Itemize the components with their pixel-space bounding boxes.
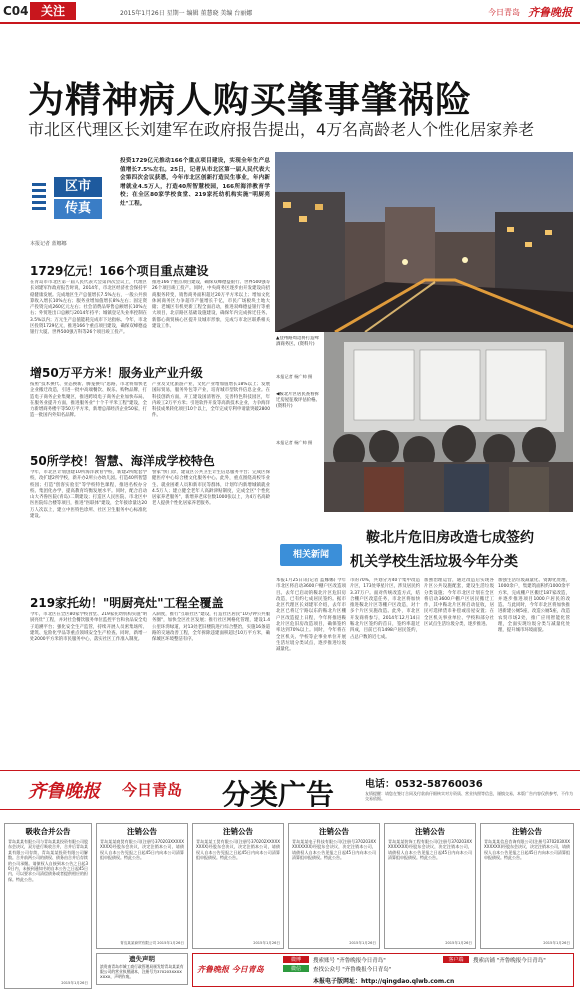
ad-body: 青岛某某装饰工程有限公司(注册号370203XXXXXXXXX)经股东会决议，决定注销本公司，请债权人自本公告见报之日起45日内向本公司清算组申报债权。特此公告。	[388, 839, 472, 861]
related-news-tag-text: 相关新闻	[292, 550, 329, 560]
related-col-3: 加強治理运营，通过改造后实现各片区公共设施配套，建设生活垃圾分类设施；今年市北区计划在全区将启动3600户棚户区居民搬迁工作，其中鞍北片区将启动征收，居民可选择货币补偿或房屋安置；在全区机关事业单位、学校和部分社区试点生活垃圾分类，逐步推进。	[424, 578, 494, 628]
ad-footer: 2015年1月26日	[61, 981, 88, 985]
promo-line-3: 搜索店铺 "齐鲁晚报今日青岛"	[473, 958, 546, 964]
classified-banner	[0, 770, 580, 810]
related-col-2: 市的70%，共划分为40个集中改造片区，173处零星片区，涉及居民约3.37万户。面对传统改造方式，结合棚户区改造任务，市北区将加快推进鞍北片区等棚户区改造，对十多个片区实施改造。此外，市北区开发商将参与，2014年12月14日鞍北片区签约的首日，签约率超过四成，目前已有1498户居民签约，占总户数的近七成。	[350, 578, 420, 640]
lost-notice-body: 滨贵南青岛市城工商行政管理局颁发给青岛某某有限公司的营业执照副本，注册号为370203XXXXXXXX，声明作废。	[100, 964, 184, 979]
section-title-3: 50所学校！智慧、海洋成学校特色	[30, 454, 215, 468]
ad-merger	[4, 823, 92, 989]
ad-footer: 青岛某某商贸有限公司 2015年1月26日	[120, 941, 184, 945]
ad-cancel-4	[384, 823, 476, 949]
ad-title: 注销公告	[319, 827, 349, 836]
ad-footer: 2015年1月26日	[543, 941, 570, 945]
lost-notice-title: 遗失声明	[129, 955, 155, 963]
caption-top: ▲登州路周边将打造啤酒商务区。(资料片)	[276, 336, 319, 347]
lead-paragraph: 投资1729亿元推动166个重点项目建设，实现全年生产总值增长7.5%左右。25日，记者从市北区第一届人民代表大会第四次会议获悉，今年市北区创新打造民生事业，年内新增就业4.5万人，打造40所智慧校园，166所海洋教育学校；在全区80家学校食堂、219家托幼机构实施"明厨亮灶"工程。	[120, 158, 270, 207]
ad-title: 注销公告	[127, 827, 157, 836]
ad-body: 青岛某某电子科技有限公司(注册号370203XXXXXXXXX)经股东会决议，决定注销本公司，请债权人自本公告见报之日起45日内向本公司清算组申报债权。特此公告。	[292, 839, 376, 861]
promo-line-2: 查找公众号 "齐鲁晚报今日青岛"	[313, 967, 392, 973]
subheadline: 市北区代理区长刘建军在政府报告提出，4万名高龄老人个性化居家养老	[28, 120, 535, 139]
promo-line-1: 搜索账号 "齐鲁晚报今日青岛"	[313, 958, 386, 964]
badge-line1: 区市	[54, 177, 102, 197]
promo-tag-2: 微信	[283, 965, 309, 972]
paper-brand-logo: 齐鲁晚报	[528, 6, 572, 19]
street-night-image	[275, 152, 573, 332]
section-label: 关注	[30, 2, 76, 20]
residents-notice-image	[324, 332, 573, 512]
related-title-1: 鞍北片危旧房改造七成签约	[366, 530, 534, 546]
ad-title: 注销公告	[223, 827, 253, 836]
promo-web: 本报电子版网址：http://qingdao.qlwb.com.cn	[313, 978, 455, 985]
ad-title: 注销公告	[415, 827, 445, 836]
classified-brand-logo: 齐鲁晚报	[28, 781, 100, 802]
classified-brand-local: 今日青岛	[122, 781, 183, 799]
photo-street-night	[275, 152, 573, 332]
promo-box	[192, 953, 574, 987]
section-4-col-1: 今年，市北区在全区80家学校食堂、219家托幼机构实施"明厨亮灶"工程，并对社会餐饮服务单位监控平台和食品安全电子追溯平台；强化安全生产监管，持续开展人员密集场所、建筑、危险化学品等重点领域安全生产检查。同时，新增一处2000平方米的市民服务中心，落实社区工作准入制度。	[30, 612, 147, 643]
badge-line2: 传真	[54, 199, 102, 219]
ad-cancel-5	[480, 823, 574, 949]
region-badge	[32, 177, 114, 223]
related-col-1: 本报1月25日讯(记者 蓝娜娜) 今年市北区将启动3600户棚户区改造项目。去年已启动的鞍北片区危旧房改造，已有约七成居民签约。据市北区代理区长刘建军介绍，去年市北区已将辽宁路以东的鞍北片区棚户区改造提上日程，今年将推进鞍北片区危旧房改造项目，确保签约率达到70%以上。同时，今年将在全区机关、学校等企事业单位开展生活垃圾分类试点，逐步推进垃圾减量化。	[276, 578, 346, 653]
ad-title: 注销公告	[512, 827, 542, 836]
related-news-tag	[280, 544, 342, 566]
promo-brand: 齐鲁晚报 今日青岛	[197, 965, 264, 974]
section-title-4: 219家托幼！"明厨亮灶"工程全覆盖	[30, 596, 224, 610]
promo-tag-1: 微博	[283, 956, 309, 963]
promo-tag-3: 客户端	[443, 956, 469, 963]
classified-notice: 友情提醒：请您在签订合同及付款前仔细核实对方资质、营业执照等信息，谨慎交易，本版广告内容仅供参考，不作为交易依据。	[365, 791, 573, 802]
caption-top-credit: 本报记者 杨广帅 摄	[276, 374, 313, 379]
ad-footer: 2015年1月26日	[349, 941, 376, 945]
related-title-2: 机关学校生活垃圾今年分类	[350, 554, 518, 570]
section-3-col-1: 今年，市北区计划创建10所海洋教育学校，新建2所配套学校，改扩建2所学校，新开办2所公办幼儿园。打造40所智慧校园；打造"创客实验室"等学校特色课程，推进名校办分校、集团化办学，提高教育均衡发展水平。同时，配合启动山大齐鲁医院(青岛)二期建设；打造区人民医院、市北区中医医院综合楼等项目，推进"医联体"建设，全年接诊量达20万人次以上，建立中医特色诊所、社区卫生服务中心标准化建设。	[30, 470, 147, 520]
ad-cancel-2	[192, 823, 284, 949]
page-number: C04	[3, 4, 29, 18]
section-title-2: 增50万平方米！服务业产业升级	[30, 366, 203, 380]
byline: 本报记者 蓝娜娜	[30, 241, 67, 247]
paper-local: 今日青岛	[488, 8, 520, 17]
page-header	[0, 0, 580, 24]
ad-body: 青岛某某商贸有限公司(注册号370203XXXXXXXXX)经股东会决议，决定注销本公司，请债权人自本公告见报之日起45日内向本公司清算组申报债权。特此公告。	[100, 839, 184, 861]
section-2-col-2: 产业及文化旅游产业，文化产业增加值增长18%以上；发展国际贸易，服务外包等产业，培育城市型软件信息企业。在科技创新方面，开工建设国清智谷，完善特色科技园区，年内竣工2万平方米；引进软件开发等高新技术企业，力争海洋科技成果转化项目10个以上，全年完成专利申请量突破2800件。	[152, 382, 270, 419]
ad-body: 青岛某某有限公司与青岛某某投资有限公司股东会决议，双方进行吸收合并，合并后青岛某某有限公司存续，青岛某某投资有限公司解散。合并前两公司的债权、债务由合并后存续的公司承继。请债权人自接到本公告之日起30日内，未接到通知书的自本公告之日起45日内，可以要求公司清偿债务或者提供相应的担保。特此公告。	[8, 839, 88, 882]
ad-title: 吸收合并公告	[25, 827, 71, 836]
classified-phone: 电话：0532-58760036	[365, 779, 483, 790]
classified-title: 分类广告	[222, 778, 335, 811]
date-line: 2015年1月26日 星期一 编辑 董慧晓 美编 台丽娜	[120, 10, 253, 17]
ad-cancel-1	[96, 823, 188, 949]
photo-residents	[324, 332, 573, 512]
ad-footer: 2015年1月26日	[253, 941, 280, 945]
section-2-col-1: 按照"技术换代、业态换新、腾笼换鸟"思路，市北将加快老企业搬迁改造，引进一批中高端餐饮、娱乐、购物品牌，打造电子商务企业集聚区，推进跨境电子商务企业加快布局。在服务业提升方面，推进服务业"十个千平米工程"建设，全力新增商务楼宇等50万平方米，新增总部经济企业50家，打造一批国内外知名品牌。	[30, 382, 147, 419]
section-1-col-1: 在青岛市市北区第一届人民代表大会第四次会议上，代理区长刘建军作政府报告时说，2014年，市北区经济社会保持平稳健康发展。完成地区生产总值增长7.5%左右，一般公共预算收入增长10%左右；服务业增加值增长8%左右；固定资产投资完成260亿元左右；社会消费品零售总额增长10%左右；外贸进出口总额与2014年持平；城镇登记失业率控制在3.5%以内；万元生产总值能耗完成市下达指标。今年，市北区投资1729亿元，推进166个重点项目建设，确保双峰德益银行大厦、世界500强万科等26个项目竣工投产。	[30, 280, 147, 336]
ad-body: 青岛某某信息咨询有限公司(注册号370203XXXXXXXXX)经股东会决议，决定注销本公司，请债权人自本公告见报之日起45日内向本公司清算组申报债权。特此公告。	[484, 839, 571, 861]
ad-cancel-3	[288, 823, 380, 949]
caption-bottom-credit: 本报记者 杨广帅 摄	[276, 440, 313, 445]
lost-notice	[96, 953, 188, 985]
caption-bottom: ◀鞍北片区居民查看拆迁房屋征收评估价格。(资料片)	[276, 392, 320, 409]
badge-bars-icon	[32, 183, 46, 217]
headline: 为精神病人购买肇事肇祸险	[28, 80, 473, 121]
section-title-1: 1729亿元！166个项目重点建设	[30, 264, 209, 278]
related-col-4: 加强生活垃圾减量化、资源化处理，1000余户，集建筑面积约1000余平方米，完成棚户区搬迁187家改造，并逐步推进项目1000户居民的改造。与此同时，今年市北区将加快推进新建公厕5座，改造公厕5座，改造农贸市场2处，推广应用智能化管理，全面实现垃圾分类与减量化处理，提升城市环境面貌。	[498, 578, 570, 634]
ad-footer: 2015年1月26日	[445, 941, 472, 945]
section-4-col-2: 入制度，推行"互联社区"建设，打造社区居民"10分钟公共服务圈"，加快全区社区发展；推行社区网格化管理，建设1.4公里环湾绿道，对13处老旧楼院进行综合整治，实施16条道路的交通改善工程，全年拆除违建面积超过10万平方米，确保城区环境整洁有序。	[152, 612, 270, 643]
section-1-col-2: 推进166个重点项目建设，确保双峰德益银行、世界500强等26个项目竣工投产。同时，中央商务区逐步由开发建设向招商服务转变，销售商务面积超过20万平方米以上；增加文化休闲商务区力争超市产值增长千亿，市民广场板块土地大储；老城区有机更新工程全面启动，推进双峰德益银行等重大项目，北京路区基础设施建设，确保年内完成拆迁任务。新都心商贸核心区提升及城市形象，完成与市北区联系相关建设工作。	[152, 280, 270, 330]
section-3-col-2: 警家"快门诊，建设区公共卫生计生信息服务平台；完成区保健医疗中心综合楼文化服务中心。此外，重点围绕高校毕业生、就业困难人员和新市民等群体，计划年内新增城镇就业4.5万人；建立健全老年人高龄津贴制度，完成全区"个性化居家养老服务"，新增养老床位数1000张以上，为4万名高龄老人提供个性化居家养老服务。	[152, 470, 270, 507]
ad-body: 青岛某某工贸有限公司(注册号370202XXXXXXXXX)经股东会决议，决定注销本公司，请债权人自本公告见报之日起45日内向本公司清算组申报债权。特此公告。	[196, 839, 280, 861]
